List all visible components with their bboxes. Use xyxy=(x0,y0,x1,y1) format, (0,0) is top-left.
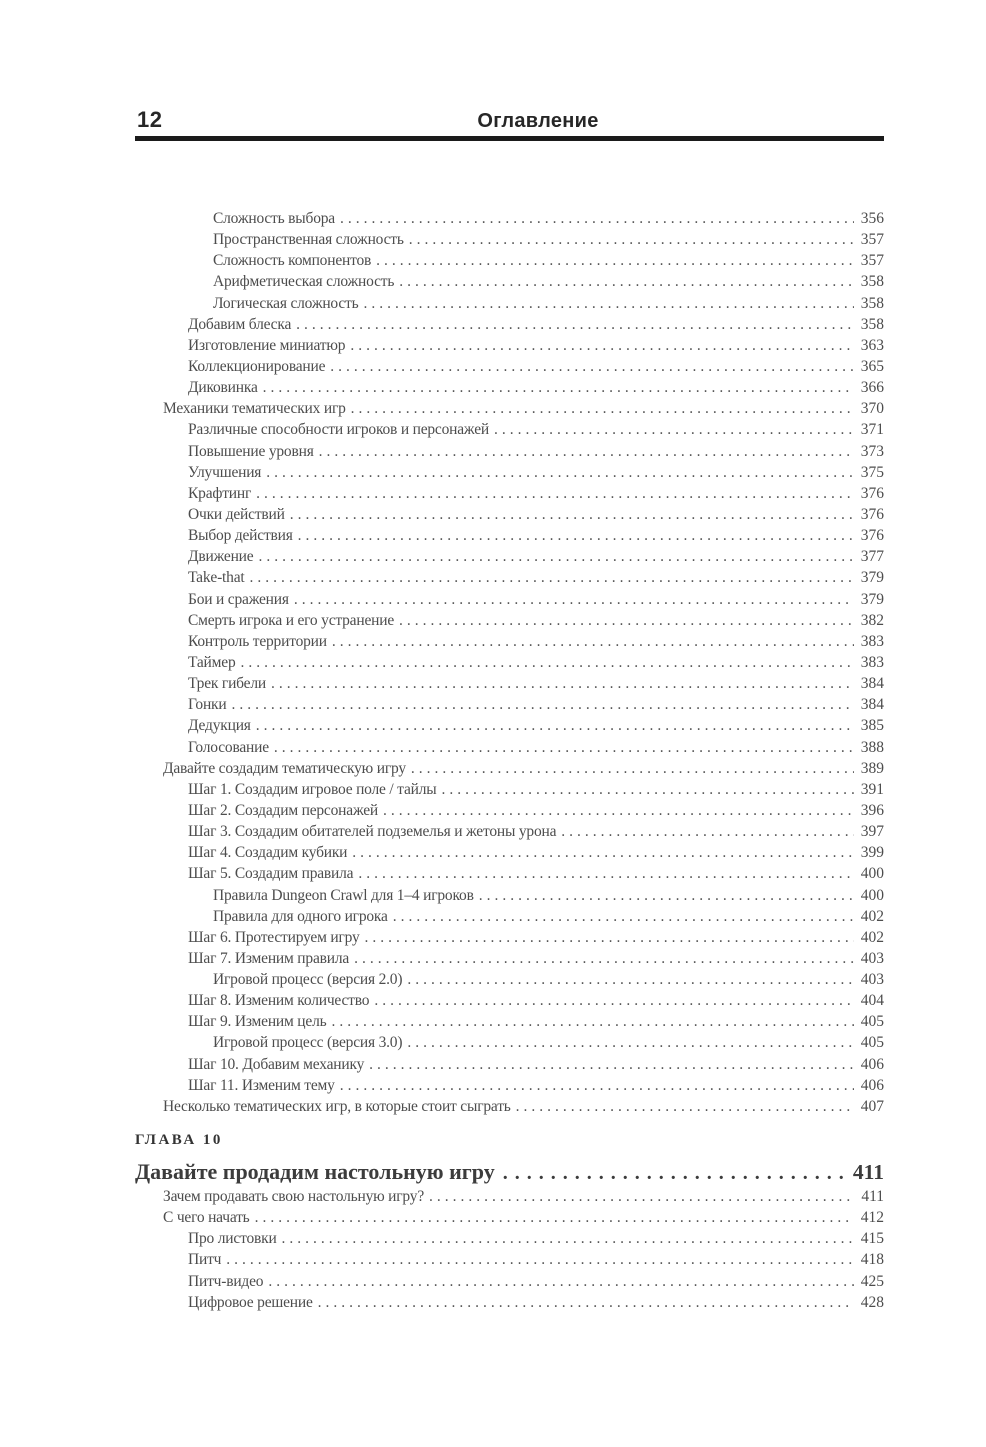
toc-entry xyxy=(135,1054,884,1075)
toc-entry-label: Игровой процесс (версия 3.0) xyxy=(213,1034,403,1052)
toc-entry-page: 385 xyxy=(860,717,884,735)
toc-entry-page: 357 xyxy=(860,252,884,270)
toc-entry-label: Про листовки xyxy=(188,1230,277,1248)
toc-entry-page: 400 xyxy=(860,865,884,883)
dot-leader xyxy=(411,758,854,779)
dot-leader xyxy=(250,567,854,588)
toc-entry xyxy=(135,250,884,271)
toc-entry-label: Повышение уровня xyxy=(188,442,314,460)
dot-leader xyxy=(441,779,853,800)
toc-entry xyxy=(135,1207,884,1228)
toc-entry xyxy=(135,885,884,906)
toc-entry xyxy=(135,398,884,419)
toc-entry-page: 405 xyxy=(860,1013,884,1031)
toc-entry xyxy=(135,504,884,525)
toc-entry-page: 418 xyxy=(860,1251,884,1269)
toc-entry-page: 376 xyxy=(860,527,884,545)
toc-entry xyxy=(135,673,884,694)
toc-entry xyxy=(135,1249,884,1270)
toc-entry-label: Шаг 10. Добавим механику xyxy=(188,1055,365,1073)
dot-leader xyxy=(494,419,854,440)
toc-entry-page: 363 xyxy=(860,336,884,354)
toc-entry xyxy=(135,906,884,927)
toc-entry-page: 356 xyxy=(860,210,884,227)
toc-entry-label: Шаг 1. Создадим игровое поле / тайлы xyxy=(188,780,437,798)
toc-entry xyxy=(135,779,884,800)
toc-entry-label: Бои и сражения xyxy=(188,590,289,608)
toc-entry-label: Шаг 7. Изменим правила xyxy=(188,949,350,967)
toc-entry-page: 396 xyxy=(860,801,884,819)
toc-entry-label: Take-that xyxy=(188,569,245,587)
dot-leader xyxy=(298,525,854,546)
toc-entry xyxy=(135,271,884,292)
toc-entry-page: 379 xyxy=(860,569,884,587)
toc-entry xyxy=(135,631,884,652)
toc-entry-label: Механики тематических игр xyxy=(163,400,346,418)
toc-entry xyxy=(135,652,884,673)
toc-entry-label: Игровой процесс (версия 2.0) xyxy=(213,971,403,989)
toc-entry-label: Шаг 9. Изменим цель xyxy=(188,1013,327,1031)
toc-entry-label: Голосование xyxy=(188,738,269,756)
toc-entry-page: 370 xyxy=(860,400,884,418)
toc-entry-label: Шаг 4. Создадим кубики xyxy=(188,844,348,862)
toc-entry-label: Шаг 2. Создадим персонажей xyxy=(188,801,379,819)
toc-entry-page: 388 xyxy=(860,738,884,756)
toc-entry xyxy=(135,842,884,863)
dot-leader xyxy=(364,293,854,314)
toc-entry xyxy=(135,1186,884,1207)
toc-entry-label: Изготовление миниатюр xyxy=(188,336,346,354)
toc-entry xyxy=(135,927,884,948)
dot-leader xyxy=(271,673,854,694)
dot-leader xyxy=(407,969,853,990)
dot-leader xyxy=(226,1249,853,1270)
chapter-title-row xyxy=(135,1157,884,1188)
toc-entry-label: Диковинка xyxy=(188,379,258,397)
toc-entry-label: Шаг 5. Создадим правила xyxy=(188,865,354,883)
toc-entry xyxy=(135,1271,884,1292)
toc-entry-page: 412 xyxy=(860,1209,884,1227)
toc-entry xyxy=(135,356,884,377)
toc-entry xyxy=(135,737,884,758)
toc-entry-page: 357 xyxy=(860,231,884,249)
toc-entry-page: 400 xyxy=(860,886,884,904)
toc-entry xyxy=(135,990,884,1011)
toc-entry-page: 405 xyxy=(860,1034,884,1052)
dot-leader xyxy=(383,800,854,821)
dot-leader xyxy=(255,1207,854,1228)
dot-leader xyxy=(369,1054,854,1075)
toc-entry-page: 406 xyxy=(860,1055,884,1073)
toc-entry xyxy=(135,1096,884,1117)
toc-entry-page: 384 xyxy=(860,696,884,714)
dot-leader xyxy=(561,821,853,842)
toc-entry xyxy=(135,715,884,736)
toc-entry-page: 403 xyxy=(860,971,884,989)
toc-entry-page: 376 xyxy=(860,505,884,523)
chapter-title: Давайте продадим настольную игру xyxy=(135,1159,495,1184)
toc-entry-label: Арифметическая сложность xyxy=(213,273,395,291)
toc-entry xyxy=(135,758,884,779)
toc-entry xyxy=(135,821,884,842)
dot-leader xyxy=(340,1075,854,1096)
dot-leader xyxy=(358,863,853,884)
toc-entry-label: Правила Dungeon Crawl для 1–4 игроков xyxy=(213,886,474,904)
toc-entry xyxy=(135,567,884,588)
toc-entry-page: 379 xyxy=(860,590,884,608)
toc-entry-label: Контроль территории xyxy=(188,632,327,650)
toc-entry-label: Сложность выбора xyxy=(213,210,335,227)
dot-leader xyxy=(318,1292,854,1313)
dot-leader xyxy=(330,356,853,377)
toc-entry-page: 425 xyxy=(860,1272,884,1290)
toc-entry-page: 404 xyxy=(860,992,884,1010)
toc-entry-page: 389 xyxy=(860,759,884,777)
dot-leader xyxy=(263,377,854,398)
toc-entry xyxy=(135,948,884,969)
toc-entry-label: Выбор действия xyxy=(188,527,293,545)
folio-page-number: 12 xyxy=(137,107,163,132)
toc-entry xyxy=(135,969,884,990)
toc-entry xyxy=(135,1292,884,1313)
toc-entry-page: 397 xyxy=(860,823,884,841)
toc-entry xyxy=(135,441,884,462)
dot-leader xyxy=(282,1228,854,1249)
dot-leader xyxy=(352,842,853,863)
toc-entry xyxy=(135,525,884,546)
toc-entry xyxy=(135,610,884,631)
toc-entry-label: Улучшения xyxy=(188,463,262,481)
toc-entry xyxy=(135,1011,884,1032)
toc-entry xyxy=(135,335,884,356)
dot-leader xyxy=(393,906,854,927)
dot-leader xyxy=(479,885,854,906)
toc-entry-page: 375 xyxy=(860,463,884,481)
dot-leader xyxy=(365,927,854,948)
toc-entry-page: 382 xyxy=(860,611,884,629)
dot-leader xyxy=(374,990,853,1011)
toc-entry xyxy=(135,419,884,440)
toc-entry-page: 365 xyxy=(860,357,884,375)
toc-entry-label: Смерть игрока и его устранение xyxy=(188,611,395,629)
dot-leader xyxy=(294,589,854,610)
toc-entry-label: Гонки xyxy=(188,696,227,714)
toc-entry xyxy=(135,1075,884,1096)
toc-entry-label: Коллекционирование xyxy=(188,357,326,375)
toc-entry-label: Правила для одного игрока xyxy=(213,907,388,925)
toc-entry xyxy=(135,293,884,314)
dot-leader xyxy=(296,314,854,335)
dot-leader xyxy=(399,610,854,631)
toc-list xyxy=(135,208,884,1117)
toc-entry-label: Очки действий xyxy=(188,505,285,523)
toc-entry-label: Движение xyxy=(188,548,254,566)
toc-entry-label: Несколько тематических игр, в которые стоит сыграть xyxy=(163,1097,511,1115)
toc-entry-label: Дедукция xyxy=(188,717,251,735)
toc-entry-label: Шаг 8. Изменим количество xyxy=(188,992,370,1010)
dot-leader xyxy=(258,546,853,567)
toc-entry-page: 384 xyxy=(860,675,884,693)
toc-entry-label: Питч-видео xyxy=(188,1272,264,1290)
toc-entry-page: 415 xyxy=(860,1230,884,1248)
toc-entry-page: 373 xyxy=(860,442,884,460)
toc-entry xyxy=(135,863,884,884)
toc-entry-page: 402 xyxy=(860,907,884,925)
running-header xyxy=(135,104,884,141)
dot-leader xyxy=(290,504,854,525)
toc-entry xyxy=(135,483,884,504)
dot-leader xyxy=(231,694,853,715)
dot-leader xyxy=(516,1096,854,1117)
dot-leader xyxy=(503,1158,843,1188)
dot-leader xyxy=(268,1271,853,1292)
toc-entry-label: Сложность компонентов xyxy=(213,252,372,270)
dot-leader xyxy=(350,335,853,356)
toc-entry-page: 358 xyxy=(860,315,884,333)
dot-leader xyxy=(376,250,854,271)
dot-leader xyxy=(274,737,854,758)
toc-entry-label: Таймер xyxy=(188,653,236,671)
dot-leader xyxy=(319,441,854,462)
toc-entry-page: 358 xyxy=(860,294,884,312)
toc-entry xyxy=(135,229,884,250)
toc-entry-page: 371 xyxy=(860,421,884,439)
toc-entry-page: 391 xyxy=(860,780,884,798)
toc-entry xyxy=(135,208,884,229)
dot-leader xyxy=(399,271,854,292)
toc-entry-page: 407 xyxy=(860,1097,884,1115)
toc-entry-page: 403 xyxy=(860,949,884,967)
toc-entry xyxy=(135,800,884,821)
toc-entry-page: 406 xyxy=(860,1076,884,1094)
toc-entry-label: Трек гибели xyxy=(188,675,266,693)
toc-entry-page: 358 xyxy=(860,273,884,291)
toc-entry-label: Цифровое решение xyxy=(188,1293,313,1311)
toc-entry-page: 428 xyxy=(860,1293,884,1311)
chapter-heading-block xyxy=(135,1130,884,1188)
dot-leader xyxy=(332,631,854,652)
toc-entry-label: Логическая сложность xyxy=(213,294,359,312)
chapter-kicker: ГЛАВА 10 xyxy=(135,1132,223,1148)
toc-entry-page: 377 xyxy=(860,548,884,566)
running-title: Оглавление xyxy=(477,110,599,132)
toc-entry-label: Добавим блеска xyxy=(188,315,292,333)
dot-leader xyxy=(332,1011,854,1032)
toc-entry-page: 402 xyxy=(860,928,884,946)
dot-leader xyxy=(256,715,854,736)
toc-entry-page: 366 xyxy=(860,379,884,397)
toc-entry xyxy=(135,546,884,567)
dot-leader xyxy=(241,652,854,673)
toc-entry-label: Шаг 11. Изменим тему xyxy=(188,1076,335,1094)
toc-entry-label: Питч xyxy=(188,1251,222,1269)
toc-entry-page: 411 xyxy=(861,1188,884,1205)
toc-entry-label: Давайте создадим тематическую игру xyxy=(163,759,406,777)
toc-list-after-chapter xyxy=(135,1186,884,1313)
dot-leader xyxy=(340,208,854,229)
toc-entry-page: 383 xyxy=(860,653,884,671)
dot-leader xyxy=(256,483,854,504)
dot-leader xyxy=(407,1032,853,1053)
toc-entry xyxy=(135,589,884,610)
chapter-page-number: 411 xyxy=(852,1160,884,1184)
toc-entry-label: Зачем продавать свою настольную игру? xyxy=(163,1188,425,1205)
toc-entry xyxy=(135,694,884,715)
dot-leader xyxy=(409,229,854,250)
toc-entry-page: 383 xyxy=(860,632,884,650)
dot-leader xyxy=(266,462,854,483)
toc-entry xyxy=(135,314,884,335)
toc-entry-label: Крафтинг xyxy=(188,484,252,502)
toc-entry xyxy=(135,1228,884,1249)
dot-leader xyxy=(354,948,854,969)
dot-leader xyxy=(429,1186,854,1207)
toc-entry xyxy=(135,1032,884,1053)
dot-leader xyxy=(351,398,854,419)
toc-entry-label: Пространственная сложность xyxy=(213,231,404,249)
toc-entry-label: С чего начать xyxy=(163,1209,250,1227)
toc-entry-label: Различные способности игроков и персонажей xyxy=(188,421,490,439)
toc-entry-page: 399 xyxy=(860,844,884,862)
toc-entry-page: 376 xyxy=(860,484,884,502)
toc-entry xyxy=(135,462,884,483)
toc-entry xyxy=(135,377,884,398)
toc-entry-label: Шаг 3. Создадим обитателей подземелья и жетоны урона xyxy=(188,823,557,841)
toc-entry-label: Шаг 6. Протестируем игру xyxy=(188,928,360,946)
